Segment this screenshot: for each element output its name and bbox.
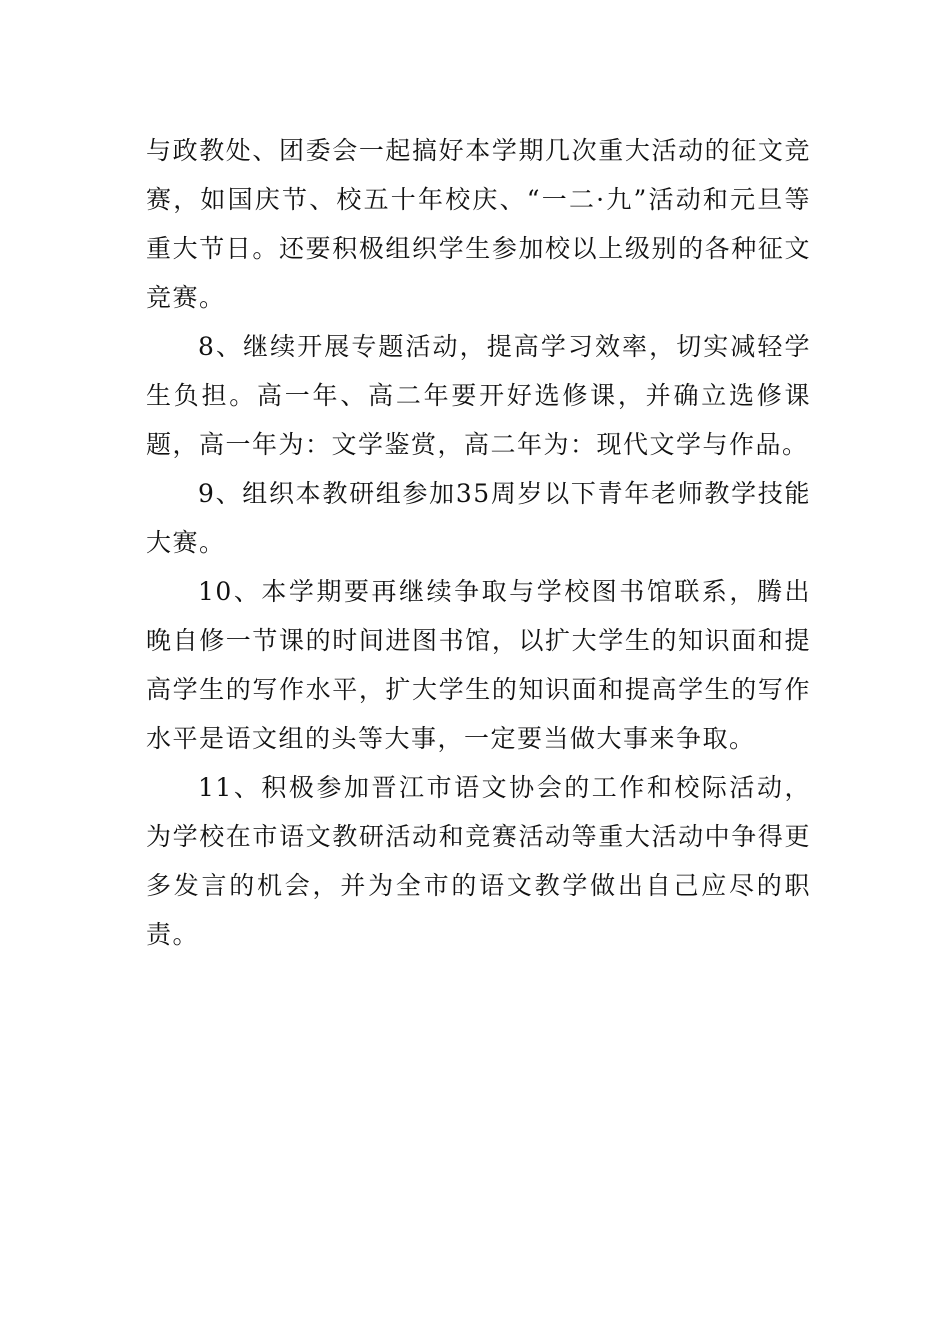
paragraph-item-10: 10、本学期要再继续争取与学校图书馆联系，腾出晚自修一节课的时间进图书馆，以扩大学生的知识面和提高学生的写作水平，扩大学生的知识面和提高学生的写作水平是语文组的头等大事，一定要当做大事来争取。: [146, 577, 811, 753]
paragraph-item-8: 8、继续开展专题活动，提高学习效率，切实减轻学生负担。高一年、高二年要开好选修课，并确立选修课题，高一年为：文学鉴赏，高二年为：现代文学与作品。: [146, 332, 811, 459]
document-body: [146, 126, 811, 959]
paragraph-item-11: 11、积极参加晋江市语文协会的工作和校际活动，为学校在市语文教研活动和竞赛活动等重大活动中争得更多发言的机会，并为全市的语文教学做出自己应尽的职责。: [146, 773, 811, 949]
paragraph-item-9: 9、组织本教研组参加35周岁以下青年老师教学技能大赛。: [146, 479, 811, 557]
paragraph-continuation: 与政教处、团委会一起搞好本学期几次重大活动的征文竞赛，如国庆节、校五十年校庆、“一二·九”活动和元旦等重大节日。还要积极组织学生参加校以上级别的各种征文竞赛。: [146, 136, 811, 312]
